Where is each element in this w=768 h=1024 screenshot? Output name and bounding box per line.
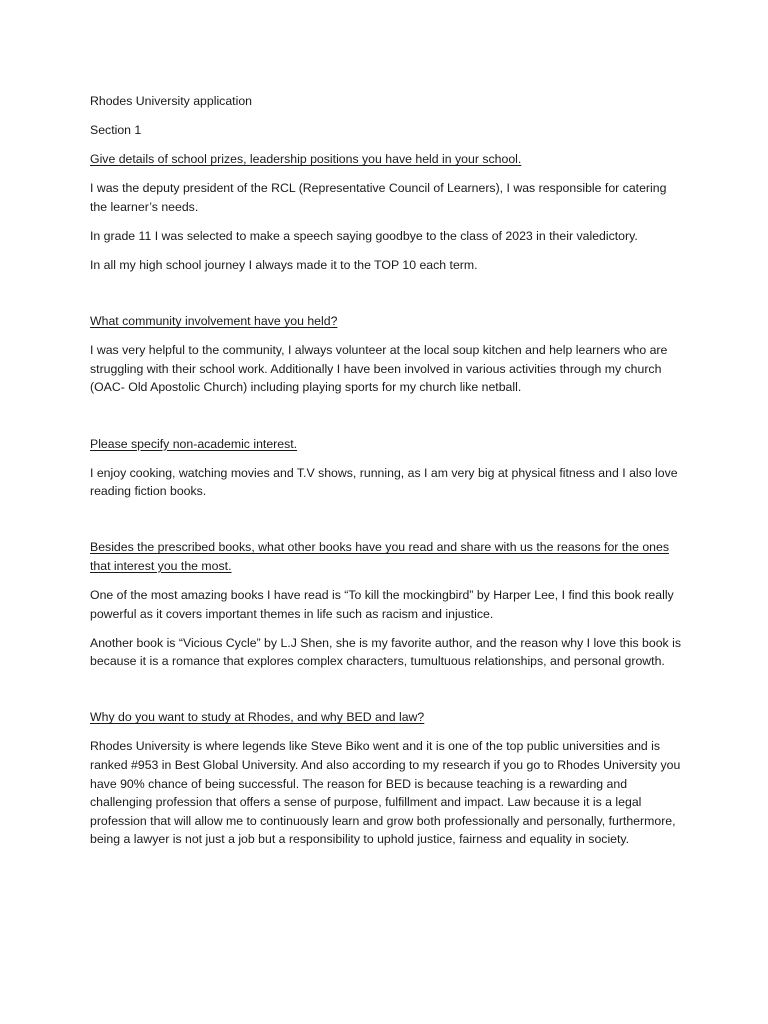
answer-paragraph: Another book is “Vicious Cycle” by L.J Shen, she is my favorite author, and the reason why I love this book is because it is a romance that explores complex characters, tumultuous relationships, and personal growth. — [90, 635, 682, 669]
blank-line — [90, 408, 682, 435]
section-heading: Section 1 — [90, 123, 142, 138]
answer-paragraph: One of the most amazing books I have read is “To kill the mockingbird” by Harper Lee, I find this book really powerful as it covers important themes in life such as racism and injustice. — [90, 588, 674, 621]
question-school-prizes: Give details of school prizes, leadership positions you have held in your school. — [90, 152, 522, 167]
question-other-books: Besides the prescribed books, what other books have you read and share with us the reasons for the ones that interest you the most. — [90, 540, 669, 573]
question-why-rhodes: Why do you want to study at Rhodes, and why BED and law? — [90, 710, 425, 725]
blank-line — [90, 285, 682, 312]
answer-paragraph: I enjoy cooking, watching movies and T.V shows, running, as I am very big at physical fitness and I also love reading fiction books. — [90, 465, 678, 499]
question-community-involvement: What community involvement have you held? — [90, 314, 338, 329]
answer-paragraph: In grade 11 I was selected to make a speech saying goodbye to the class of 2023 in their valedictory. — [90, 228, 638, 243]
answer-paragraph: In all my high school journey I always made it to the TOP 10 each term. — [90, 258, 478, 273]
answer-paragraph: Rhodes University is where legends like Steve Biko went and it is one of the top public universities and is ranked #953 in Best Global University. And also according to my research if you go to Rhodes University you have 90% chance of being successful. The reason for BED is because teaching is a rewarding and challenging profession that offers a sense of purpose, fulfillment and impact. Law because it is a legal profession that will allow me to continuously learn and grow both professionally and personally, furthermore, being a lawyer is not just a job but a responsibility to uphold justice, fairness and equality in society. — [90, 739, 681, 847]
document-title: Rhodes University application — [90, 94, 252, 108]
question-non-academic-interest: Please specify non-academic interest. — [90, 436, 298, 451]
answer-paragraph: I was very helpful to the community, I always volunteer at the local soup kitchen and help learners who are struggling with their school work. Additionally I have been involved in various activities through my church (OAC- Old Apostolic Church) including playing sports for my church like netball. — [90, 343, 668, 395]
blank-line — [90, 681, 682, 708]
blank-line — [90, 511, 682, 538]
answer-paragraph: I was the deputy president of the RCL (Representative Council of Learners), I was responsible for catering the learner’s needs. — [90, 181, 667, 214]
